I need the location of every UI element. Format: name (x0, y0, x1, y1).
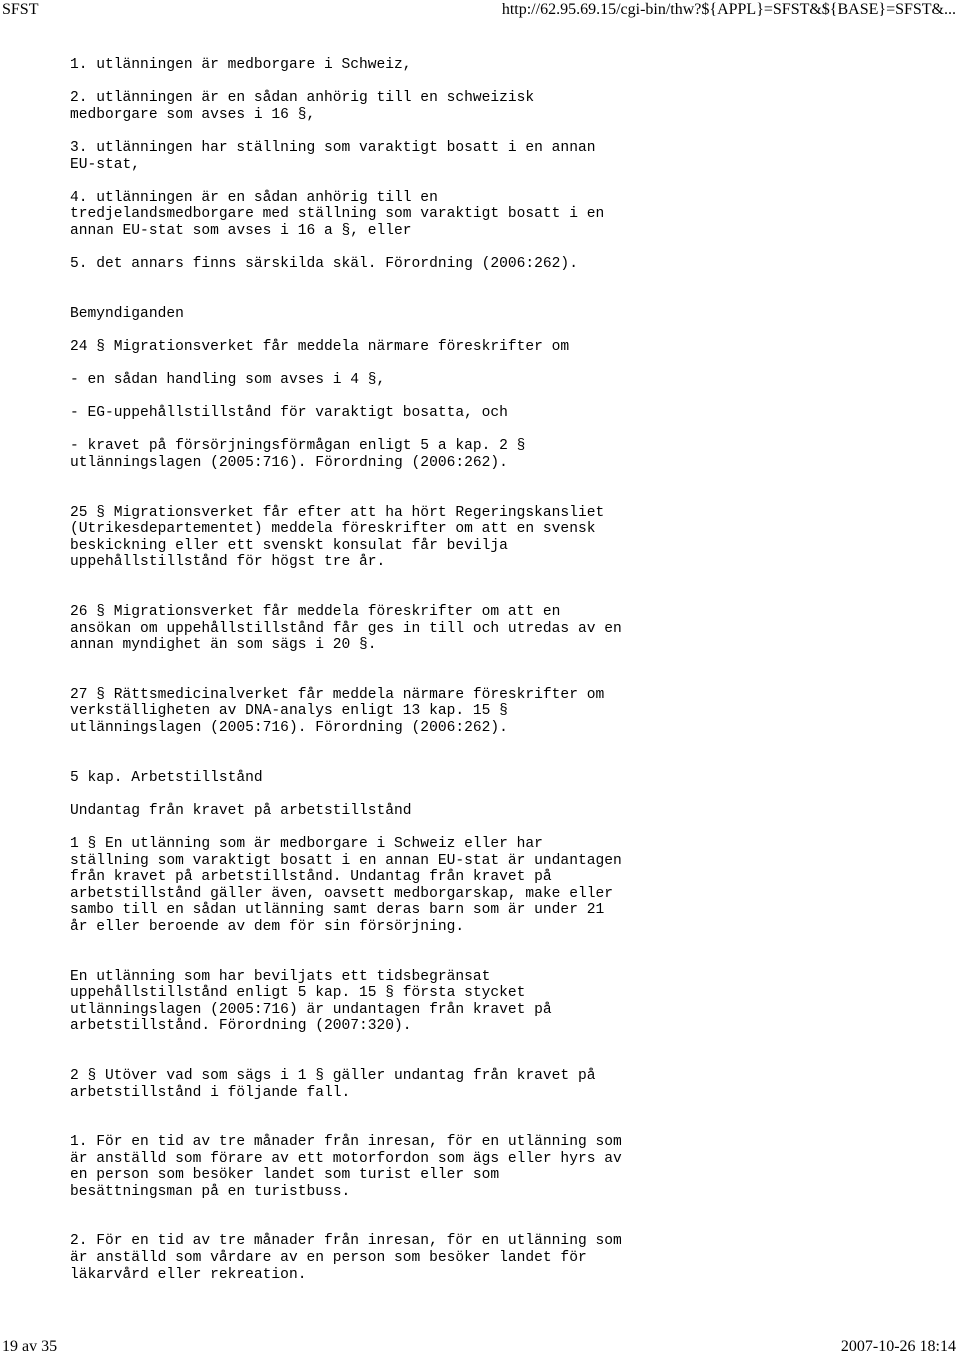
list-item: 2. utlänningen är en sådan anhörig till en schweizisk medborgare som avses i 16 §, (70, 90, 535, 123)
paragraph: 1 § En utlänning som är medborgare i Schweiz eller har ställning som varaktigt bosatt i en annan EU-stat är undantagen från kravet på arbetstillstånd. Undantag från kravet på arbetstillstånd gäller även, oavsett medborgarskap, make eller sambo till en sådan utlänning samt deras barn som är under 21 år eller beroende av dem för sin försörjning. (70, 835, 622, 935)
list-item: 1. utlänningen är medborgare i Schweiz, (70, 57, 412, 73)
header-title: SFST (2, 1, 39, 18)
list-item: 4. utlänningen är en sådan anhörig till en tredjelandsmedborgare med ställning som varaktigt bosatt i en annan EU-stat som avses i 16 a §, eller (70, 189, 605, 239)
list-item: 1. För en tid av tre månader från inresan, för en utlänning som är anställd som förare av ett motorfordon som ägs eller hyrs av en person som besöker landet som turist eller som besättningsman på en turistbuss. (70, 1134, 622, 1200)
print-timestamp: 2007-10-26 18:14 (840, 1338, 956, 1355)
list-item: 2. För en tid av tre månader från inresan, för en utlänning som är anställd som vårdare av en person som besöker landet för läkarvård eller rekreation. (70, 1233, 622, 1283)
list-item: 5. det annars finns särskilda skäl. Förordning (2006:262). (70, 256, 578, 273)
list-item: - EG-uppehållstillstånd för varaktigt bosatta, och (70, 405, 508, 422)
list-item: - en sådan handling som avses i 4 §, (70, 372, 386, 389)
list-item: 3. utlänningen har ställning som varaktigt bosatt i en annan EU-stat, (70, 139, 596, 173)
document-body (70, 57, 950, 1283)
paragraph: 27 § Rättsmedicinalverket får meddela närmare föreskrifter om verkställigheten av DNA-analys enligt 13 kap. 15 § utlänningslagen (2005:716). Förordning (2006:262). (70, 686, 605, 736)
paragraph: 25 § Migrationsverket får efter att ha hört Regeringskansliet (Utrikesdepartementet) meddela föreskrifter om att en svensk beskickning eller ett svenskt konsulat får bevilja uppehållstillstånd för högst tre år. (70, 504, 605, 571)
paragraph: 24 § Migrationsverket får meddela närmare föreskrifter om (70, 338, 570, 355)
paragraph: 26 § Migrationsverket får meddela föreskrifter om att en ansökan om uppehållstillstånd får ges in till och utredas av en annan myndighet än som sägs i 20 §. (70, 604, 622, 654)
section-heading: Bemyndiganden (70, 305, 184, 322)
chapter-heading: 5 kap. Arbetstillstånd (70, 769, 263, 786)
paragraph: En utlänning som har beviljats ett tidsbegränsat uppehållstillstånd enligt 5 kap. 15 § första stycket utlänningslagen (2005:716) är undantagen från kravet på arbetstillstånd. Förordning (2007:320). (70, 968, 552, 1035)
page-number: 19 av 35 (2, 1338, 58, 1355)
paragraph: 2 § Utöver vad som sägs i 1 § gäller undantag från kravet på arbetstillstånd i följande fall. (70, 1067, 596, 1101)
list-item: - kravet på försörjningsförmågan enligt 5 a kap. 2 § utlänningslagen (2005:716). Förordning (2006:262). (70, 438, 526, 472)
section-heading: Undantag från kravet på arbetstillstånd (70, 802, 412, 819)
header-url: http://62.95.69.15/cgi-bin/thw?${APPL}=SFST&${BASE}=SFST&... (501, 1, 956, 18)
